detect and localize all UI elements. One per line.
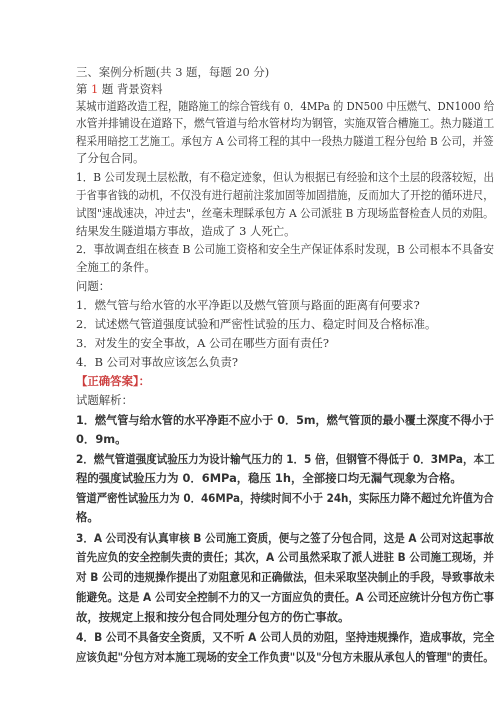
question-item: 1．燃气管与给水管的水平净距以及燃气管顶与路面的距离有何要求? <box>76 298 420 312</box>
question-item: 2．试述燃气管道强度试验和严密性试验的压力、稳定时间及合格标准。 <box>76 317 437 331</box>
analysis-line: 1．燃气管与给水管的水平净距不应小于 0．5m，燃气管顶的最小覆土深度不得小于 <box>76 413 494 427</box>
background-line: 了分包合同。 <box>76 151 145 165</box>
background-line: 试图"速战速决，冲过去"，丝毫未理睬承包方 A 公司派驻 B 方现场监督检查人员的劝阻。 <box>76 206 494 220</box>
analysis-line: 故，按规定上报和按分包合同处理分包方的伤亡事故。 <box>76 610 350 624</box>
question-suffix: 题 背景资料 <box>101 82 163 96</box>
analysis-line: 3．A 公司没有认真审核 B 公司施工资质，便与之签了分包合同，这是 A 公司对这起事故 <box>76 531 494 545</box>
question-item: 4．B 公司对事故应该怎么负责? <box>76 355 239 369</box>
background-line: 2．事故调查组在核查 B 公司施工资格和安全生产保证体系时发现，B 公司根本不具备安 <box>76 242 494 256</box>
analysis-line: 应该负起"分包方对本施工现场的安全工作负责"以及"分包方未服从承包人的管理"的责任。 <box>76 650 494 664</box>
background-line: 程采用暗挖工艺施工。承包方 A 公司将工程的其中一段热力隧道工程分包给 B 公司，并签 <box>76 134 494 148</box>
analysis-line: 管道严密性试验压力为 0．46MPa，持续时间不小于 24h，实际压力降不超过允许值为合 <box>76 491 494 505</box>
analysis-line: 4．B 公司不具备安全资质，又不听 A 公司人员的劝阻，坚持违规操作，造成事故，完全 <box>76 630 495 644</box>
question-number: 1 <box>91 82 99 96</box>
answer-label: 【正确答案】： <box>76 374 151 388</box>
question-item: 3．对发生的安全事故，A 公司在哪些方面有责任? <box>76 336 330 350</box>
background-line: 全施工的条件。 <box>76 260 156 274</box>
background-line: 结果发生隧道塌方事故，造成了 3 人死亡。 <box>76 224 296 238</box>
analysis-line: 格。 <box>76 510 99 524</box>
analysis-line: 0．9m。 <box>76 432 127 446</box>
background-line: 于省事省钱的动机，不仅没有进行超前注浆加固等加固措施，反而加大了开挖的循环进尺， <box>76 188 494 202</box>
background-line: 水管并排铺设在道路下，燃气管道与给水管材均为钢管，实施双管合槽施工。热力隧道工 <box>76 116 495 130</box>
analysis-line: 2．燃气管道强度试验压力为设计输气压力的 1．5 倍，但钢管不得低于 0．3MPa，本工 <box>76 452 495 466</box>
analysis-label: 试题解析： <box>76 393 133 407</box>
section-title: 三、案例分析题(共 3 题，每题 20 分) <box>76 65 270 79</box>
background-line: 某城市道路改造工程，随路施工的综合管线有 0．4MPa 的 DN500 中压燃气、DN1000 给 <box>76 99 495 113</box>
analysis-line: 程的强度试验压力为 0．6MPa，稳压 1h，全部接口均无漏气现象为合格。 <box>76 471 462 485</box>
questions-label: 问题： <box>76 279 111 293</box>
analysis-line: 对 B 公司的违规操作提出了劝阻意见和正确做法，但未采取坚决制止的手段，导致事故未 <box>76 570 495 584</box>
analysis-line: 首先应负的安全控制失责的责任；其次，A 公司虽然采取了派人进驻 B 公司施工现场，并 <box>76 550 494 564</box>
question-heading <box>76 82 162 96</box>
analysis-line: 能避免。这是 A 公司安全控制不力的又一方面应负的责任。A 公司还应统计分包方伤亡事 <box>76 590 494 604</box>
question-prefix: 第 <box>76 82 88 96</box>
background-line: 1．B 公司发现土层松散，有不稳定迹象，但认为根据已有经验和这个土层的段落较短，出 <box>76 170 495 184</box>
